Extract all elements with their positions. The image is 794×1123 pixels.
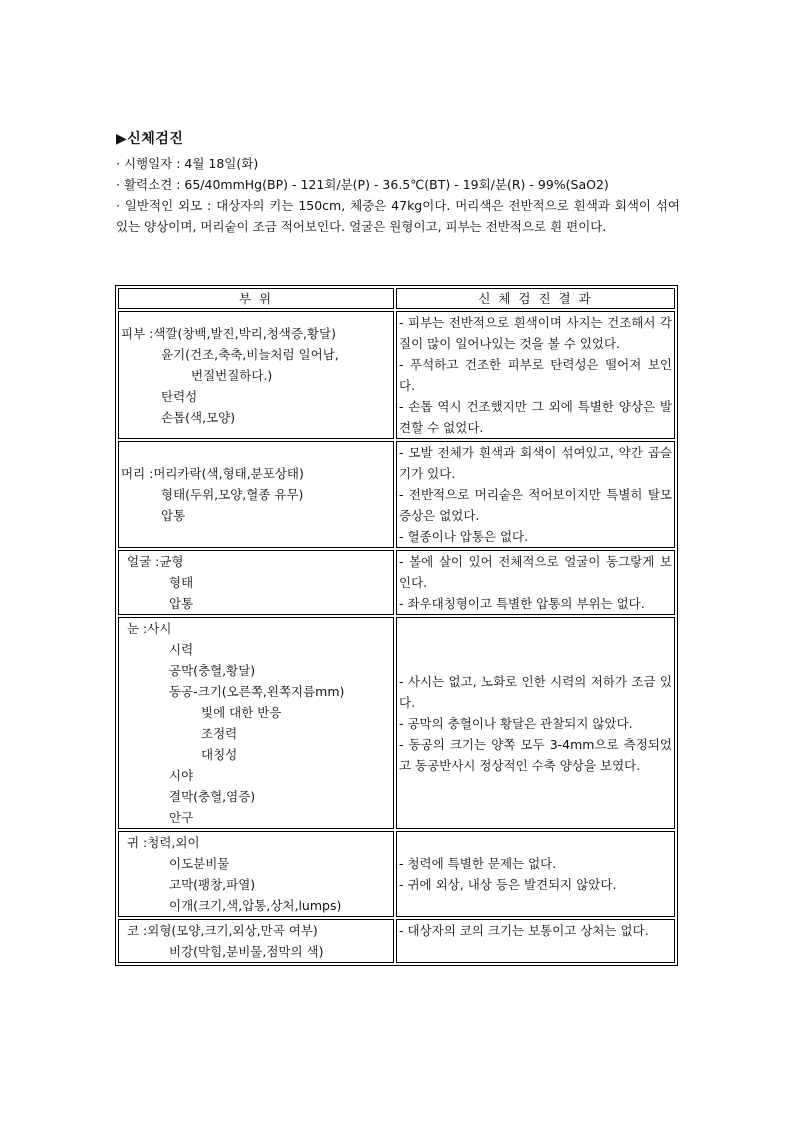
vital-signs: · 활력소견 : 65/40mmHg(BP) - 121회/분(P) - 36.5℃(BT) - 19회/분(R) - 99%(SaO2) (116, 177, 609, 192)
section-heading: ▶신체검진 (116, 131, 184, 147)
part-cell-face: 얼굴 :균형 형태 압통 (118, 550, 394, 615)
header-part: 부 위 (118, 288, 394, 309)
table-row (118, 831, 675, 917)
result-cell-eyes: - 사시는 없고, 노화로 인한 시력의 저하가 조금 있다. - 공막의 충혈이나 황달은 관찰되지 않았다. - 동공의 크기는 양쪽 모두 3-4mm으로 측정되었고 동공반사시 정상적인 수축 양상을 보였다. (396, 617, 675, 829)
general-appearance: · 일반적인 외모 : 대상자의 키는 150cm, 체중은 47kg이다. 머리색은 전반적으로 흰색과 회색이 섞여있는 양상이며, 머리숱이 조금 적어보인다. 얼굴은 원형이고, 피부는 전반적으로 흰 편이다. (116, 198, 680, 234)
table-row (118, 919, 675, 963)
part-cell-nose: 코 :외형(모양,크기,외상,만곡 여부) 비강(막힘,분비물,점막의 색) (118, 919, 394, 963)
table-row (118, 617, 675, 829)
table-row (118, 311, 675, 439)
part-cell-ears: 귀 :청력,외이 이도분비물 고막(팽창,파열) 이개(크기,색,압통,상처,lumps) (118, 831, 394, 917)
result-cell-skin: - 피부는 전반적으로 흰색이며 사지는 건조해서 각질이 많이 일어나있는 것을 볼 수 있었다. - 푸석하고 건조한 피부로 탄력성은 떨어져 보인다. - 손톱 역시 건조했지만 그 외에 특별한 양상은 발견할 수 없었다. (396, 311, 675, 439)
part-cell-head: 머리 :머리카락(색,형태,분포상태) 형태(두위,모양,혈종 유무) 압통 (118, 441, 394, 548)
table-header-row (118, 288, 675, 309)
result-cell-face: - 볼에 살이 있어 전체적으로 얼굴이 동그랗게 보인다. - 좌우대칭형이고 특별한 압통의 부위는 없다. (396, 550, 675, 615)
physical-exam-table (115, 285, 678, 966)
exam-date: · 시행일자 : 4월 18일(화) (116, 156, 259, 171)
result-cell-ears: - 청력에 특별한 문제는 없다. - 귀에 외상, 내상 등은 발견되지 않았다. (396, 831, 675, 917)
part-cell-skin: 피부 :색깔(창백,발진,박리,청색증,황달) 윤기(건조,축축,비늘처럼 일어남, 번질번질하다.) 탄력성 손톱(색,모양) (118, 311, 394, 439)
table-row (118, 441, 675, 548)
result-cell-nose: - 대상자의 코의 크기는 보통이고 상처는 없다. (396, 919, 675, 963)
result-cell-head: - 모발 전체가 흰색과 회색이 섞여있고, 약간 곱슬기가 있다. - 전반적으로 머리숱은 적어보이지만 특별히 탈모증상은 없었다. - 혈종이나 압통은 없다. (396, 441, 675, 548)
intro-block (116, 153, 680, 237)
part-cell-eyes: 눈 :사시 시력 공막(충혈,황달) 동공-크기(오른쪽,왼쪽지름mm) 빛에 대한 반응 조정력 대칭성 시야 결막(충혈,염증) 안구 (118, 617, 394, 829)
table-row (118, 550, 675, 615)
header-result: 신 체 검 진 결 과 (396, 288, 675, 309)
